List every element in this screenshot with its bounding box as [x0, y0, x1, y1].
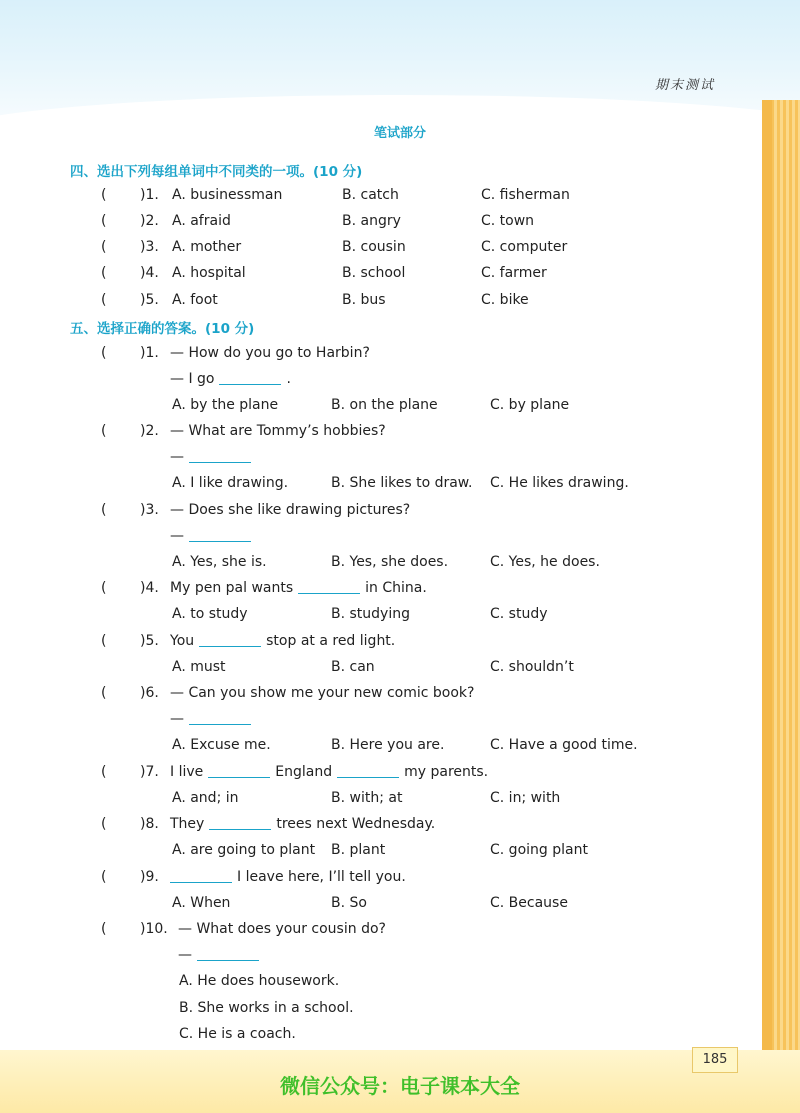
answer-blank[interactable]	[219, 370, 281, 385]
question-number: )1.	[140, 345, 159, 361]
answer-paren-open[interactable]: (	[101, 239, 107, 255]
option-b: B. bus	[342, 292, 386, 308]
answer-paren-open[interactable]: (	[101, 869, 107, 885]
question-number: )6.	[140, 685, 159, 701]
page-number: 185	[692, 1047, 738, 1073]
question-text: I live England my parents.	[170, 764, 489, 780]
question-number: )8.	[140, 816, 159, 832]
option-b: B. with; at	[331, 790, 403, 806]
option-b: B. Yes, she does.	[331, 554, 449, 570]
question-number: )5.	[140, 633, 159, 649]
page-title: 笔试部分	[373, 126, 426, 141]
question-number: )3.	[140, 502, 159, 518]
option-a: A. He does housework.	[179, 973, 340, 989]
answer-blank[interactable]	[170, 868, 232, 883]
option-b: B. angry	[342, 213, 401, 229]
answer-blank[interactable]	[189, 527, 251, 542]
option-a: A. and; in	[172, 790, 239, 806]
answer-line: —	[170, 447, 256, 467]
option-b: B. She likes to draw.	[331, 475, 473, 491]
answer-line: —	[170, 709, 256, 729]
item-number: )2.	[140, 213, 159, 229]
option-a: A. Excuse me.	[172, 737, 271, 753]
option-b: B. on the plane	[331, 397, 438, 413]
option-a: A. must	[172, 659, 226, 675]
option-a: A. to study	[172, 606, 248, 622]
option-c: C. shouldn’t	[490, 659, 574, 675]
question-text: — Does she like drawing pictures?	[170, 502, 411, 518]
answer-paren-open[interactable]: (	[101, 292, 107, 308]
question-text: You stop at a red light.	[170, 633, 396, 649]
question-number: )9.	[140, 869, 159, 885]
page-curve	[0, 95, 800, 215]
answer-line: —	[178, 945, 264, 965]
item-number: )3.	[140, 239, 159, 255]
option-a: A. businessman	[172, 187, 283, 203]
question-text: They trees next Wednesday.	[170, 816, 436, 832]
option-b: B. plant	[331, 842, 386, 858]
item-number: )5.	[140, 292, 159, 308]
answer-blank[interactable]	[197, 946, 259, 961]
answer-paren-open[interactable]: (	[101, 345, 107, 361]
option-c: C. town	[481, 213, 535, 229]
answer-paren-open[interactable]: (	[101, 816, 107, 832]
option-c: C. He is a coach.	[179, 1026, 296, 1042]
option-c: C. Have a good time.	[490, 737, 638, 753]
option-c: C. farmer	[481, 265, 547, 281]
option-b: B. She works in a school.	[179, 1000, 354, 1016]
item-number: )4.	[140, 265, 159, 281]
option-c: C. by plane	[490, 397, 570, 413]
question-text: — What are Tommy’s hobbies?	[170, 423, 386, 439]
option-a: A. are going to plant	[172, 842, 316, 858]
option-a: A. mother	[172, 239, 242, 255]
question-text: I leave here, I’ll tell you.	[165, 867, 406, 887]
answer-blank[interactable]	[199, 632, 261, 647]
option-c: C. going plant	[490, 842, 588, 858]
answer-paren-open[interactable]: (	[101, 580, 107, 596]
answer-paren-open[interactable]: (	[101, 502, 107, 518]
answer-blank[interactable]	[337, 763, 399, 778]
answer-paren-open[interactable]: (	[101, 685, 107, 701]
question-text: — How do you go to Harbin?	[170, 345, 370, 361]
answer-paren-open[interactable]: (	[101, 265, 107, 281]
question-number: )2.	[140, 423, 159, 439]
option-c: C. Yes, he does.	[490, 554, 600, 570]
answer-paren-open[interactable]: (	[101, 633, 107, 649]
answer-paren-open[interactable]: (	[101, 187, 107, 203]
option-b: B. can	[331, 659, 375, 675]
option-a: A. Yes, she is.	[172, 554, 267, 570]
answer-paren-open[interactable]: (	[101, 213, 107, 229]
running-header: 期末测试	[655, 78, 716, 93]
question-text: My pen pal wants in China.	[170, 580, 427, 596]
answer-blank[interactable]	[189, 448, 251, 463]
question-number: )10.	[140, 921, 168, 937]
answer-blank[interactable]	[298, 579, 360, 594]
question-number: )4.	[140, 580, 159, 596]
answer-blank[interactable]	[208, 763, 270, 778]
option-c: C. He likes drawing.	[490, 475, 629, 491]
answer-paren-open[interactable]: (	[101, 423, 107, 439]
option-c: C. computer	[481, 239, 568, 255]
question-text: — Can you show me your new comic book?	[170, 685, 475, 701]
option-b: B. cousin	[342, 239, 406, 255]
item-number: )1.	[140, 187, 159, 203]
option-c: C. study	[490, 606, 548, 622]
option-b: B. So	[331, 895, 367, 911]
section4-heading: 四、选出下列每组单词中不同类的一项。(10 分)	[70, 164, 363, 180]
answer-line: —	[170, 526, 256, 546]
page-edge-shadow	[762, 100, 772, 1113]
option-c: C. Because	[490, 895, 568, 911]
question-number: )7.	[140, 764, 159, 780]
option-a: A. afraid	[172, 213, 231, 229]
watermark: 微信公众号：电子课本大全	[280, 1074, 520, 1098]
option-a: A. by the plane	[172, 397, 279, 413]
option-c: C. bike	[481, 292, 529, 308]
answer-line: — I go .	[170, 371, 291, 387]
option-b: B. studying	[331, 606, 410, 622]
answer-paren-open[interactable]: (	[101, 764, 107, 780]
option-b: B. catch	[342, 187, 399, 203]
option-c: C. fisherman	[481, 187, 570, 203]
section5-heading: 五、选择正确的答案。(10 分)	[70, 321, 255, 337]
option-a: A. foot	[172, 292, 218, 308]
option-a: A. I like drawing.	[172, 475, 289, 491]
option-b: B. school	[342, 265, 406, 281]
answer-paren-open[interactable]: (	[101, 921, 107, 937]
answer-blank[interactable]	[189, 710, 251, 725]
question-text: — What does your cousin do?	[178, 921, 386, 937]
option-c: C. in; with	[490, 790, 561, 806]
option-a: A. When	[172, 895, 231, 911]
answer-blank[interactable]	[209, 815, 271, 830]
option-b: B. Here you are.	[331, 737, 445, 753]
option-a: A. hospital	[172, 265, 246, 281]
